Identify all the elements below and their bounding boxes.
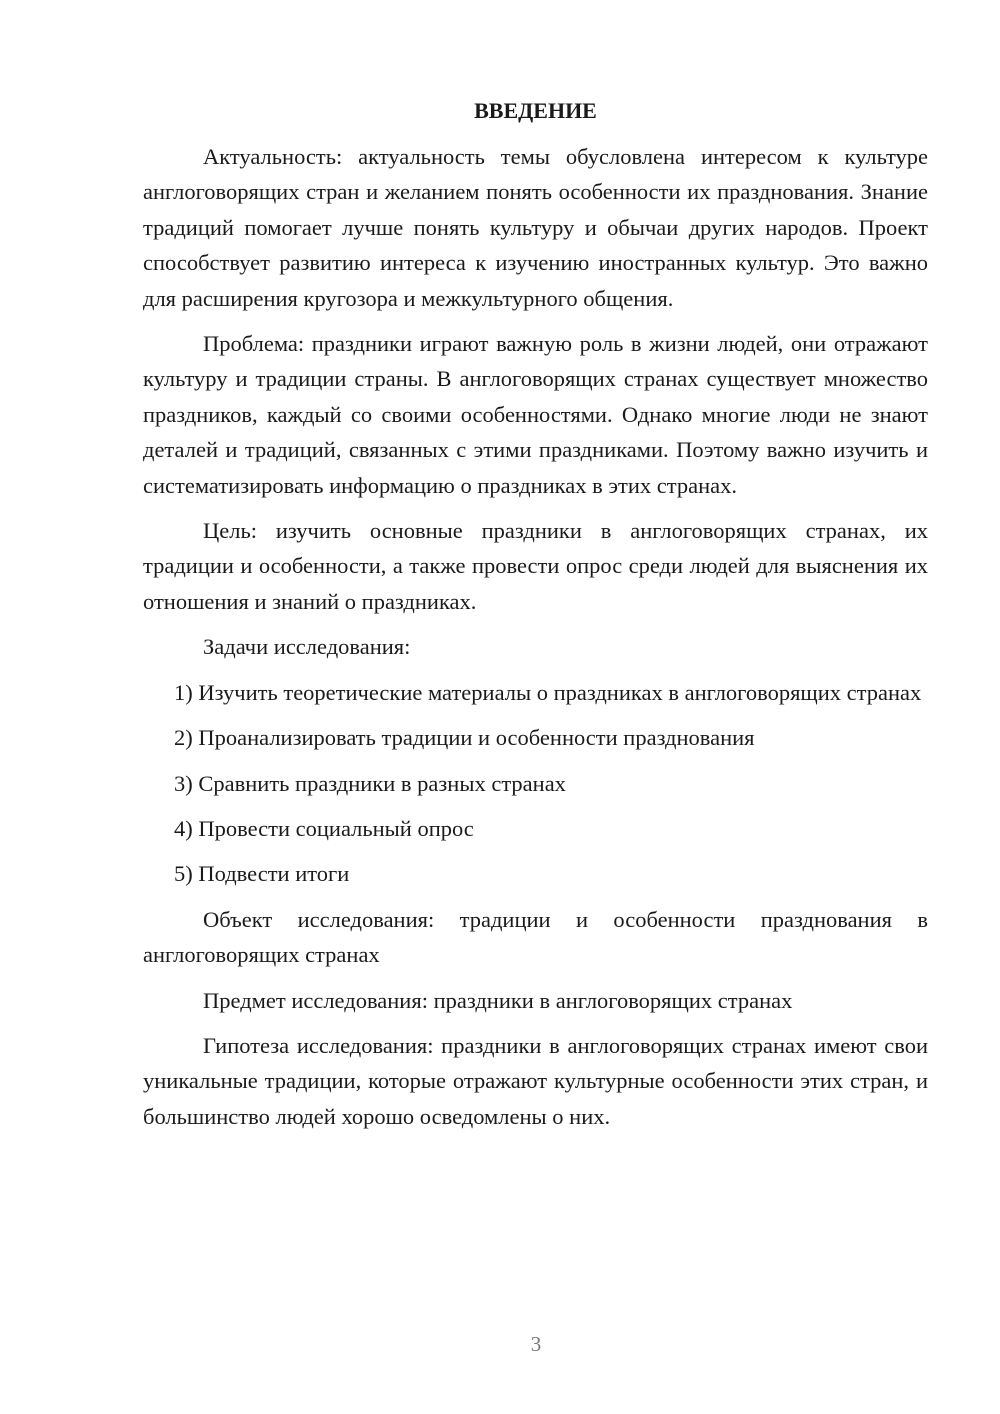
hypothesis-paragraph: Гипотеза исследования: праздники в англоговорящих странах имеют свои уникальные традиции, которые отражают культурные особенности этих стран, и большинство людей хорошо осведомлены о них. (143, 1032, 928, 1129)
list-item: 5) Подвести итоги (174, 861, 350, 887)
page-number: 3 (530, 1332, 542, 1356)
tasks-list (143, 675, 928, 892)
problem-paragraph: Проблема: праздники играют важную роль в жизни людей, они отражают культуру и традиции страны. В англоговорящих странах существует множество праздников, каждый со своими особенностями. Однако многие люди не знают деталей и традиций, связанных с этими праздниками. Поэтому важно изучить и систематизировать информацию о праздниках в этих странах. (143, 331, 928, 498)
relevance-paragraph: Актуальность: актуальность темы обусловлена интересом к культуре англоговорящих стран и желанием понять особенности их празднования. Знание традиций помогает лучше понять культуру и обычаи других народов. Проект способствует развитию интереса к изучению иностранных культур. Это важно для расширения кругозора и межкультурного общения. (143, 144, 928, 311)
page-title: ВВЕДЕНИЕ (474, 98, 597, 123)
subject-paragraph: Предмет исследования: праздники в англоговорящих странах (203, 987, 793, 1013)
page-content (143, 93, 928, 1144)
tasks-heading: Задачи исследования: (203, 634, 411, 660)
list-item: 1) Изучить теоретические материалы о праздниках в англоговорящих странах (174, 679, 922, 705)
object-paragraph: Объект исследования: традиции и особенности празднования в англоговорящих странах (143, 906, 928, 968)
list-item: 2) Проанализировать традиции и особенности празднования (174, 725, 755, 751)
list-item: 4) Провести социальный опрос (174, 815, 474, 841)
goal-paragraph: Цель: изучить основные праздники в англоговорящих странах, их традиции и особенности, а также провести опрос среди людей для выяснения их отношения и знаний о праздниках. (143, 518, 928, 614)
list-item: 3) Сравнить праздники в разных странах (174, 770, 566, 796)
